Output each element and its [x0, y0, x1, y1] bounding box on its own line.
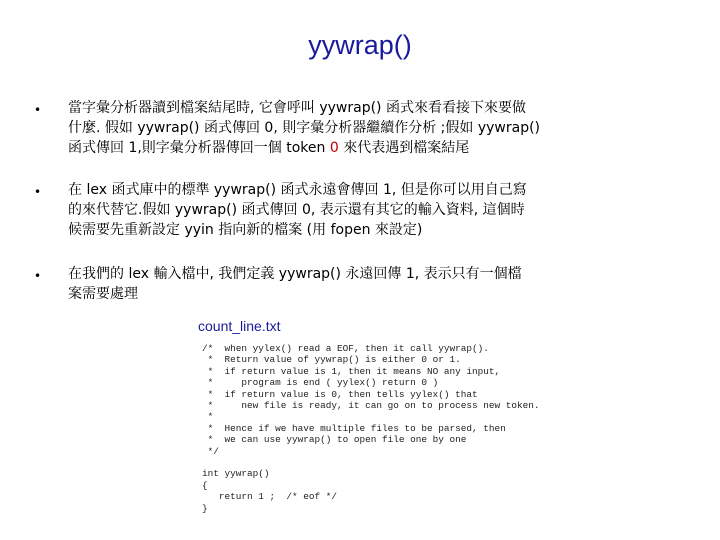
bullet-1-line-3: [68, 138, 688, 158]
code-line: * new file is ready, it can go on to process new token.: [202, 400, 540, 412]
bullet-1-line-3-end: 來代表遇到檔案結尾: [338, 140, 470, 156]
code-line: /* when yylex() read a EOF, then it call yywrap().: [202, 343, 489, 354]
code-line: * if return value is 1, then it means NO any input,: [202, 365, 501, 377]
page-title: yywrap(): [308, 30, 412, 60]
bullet-2-line-3: 候需要先重新設定 yyin 指向新的檔案 (用 fopen 來設定): [68, 222, 423, 238]
bullet-text-3: [68, 264, 688, 304]
bullet-marker: •: [34, 103, 42, 117]
bullet-1-line-2: 什麼. 假如 yywrap() 函式傳回 0, 則字彙分析器繼續作分析 ;假如 yywrap(): [68, 120, 541, 136]
code-line: return 1 ; /* eof */: [202, 491, 338, 503]
bullet-text-2: [68, 180, 688, 240]
code-line: * program is end ( yylex() return 0 ): [202, 377, 439, 389]
code-line: }: [202, 502, 208, 514]
code-line: {: [202, 479, 208, 491]
code-listing: [202, 343, 540, 514]
code-line: * Hence if we have multiple files to be parsed, then: [202, 422, 506, 434]
bullet-1-line-3-start: 函式傳回 1,則字彙分析器傳回一個 token: [68, 140, 330, 156]
code-line: * Return value of yywrap() is either 0 or 1.: [202, 354, 461, 366]
code-line: [202, 457, 540, 468]
code-file-name: count_line.txt: [198, 318, 281, 334]
bullet-text-1: [68, 98, 688, 158]
bullet-3-line-1: 在我們的 lex 輸入檔中, 我們定義 yywrap() 永遠回傳 1, 表示只有一個檔: [68, 266, 522, 282]
code-line: * if return value is 0, then tells yylex() that: [202, 388, 478, 400]
bullet-1-line-1: 當字彙分析器讀到檔案結尾時, 它會呼叫 yywrap() 函式來看看接下來要做: [68, 100, 526, 116]
bullet-3-line-2: 案需要處理: [68, 286, 138, 302]
token-zero-highlight: 0: [329, 140, 339, 156]
bullet-marker: •: [34, 269, 42, 283]
bullet-2-line-1: 在 lex 函式庫中的標準 yywrap() 函式永遠會傳回 1, 但是你可以用自己寫: [68, 182, 527, 198]
code-line: */: [202, 445, 219, 457]
code-line: int yywrap(): [202, 468, 270, 480]
code-line: *: [202, 411, 214, 423]
bullet-marker: •: [34, 185, 42, 199]
bullet-2-line-2: 的來代替它.假如 yywrap() 函式傳回 0, 表示還有其它的輸入資料, 這個時: [68, 202, 525, 218]
code-line: * we can use yywrap() to open file one by one: [202, 434, 467, 446]
